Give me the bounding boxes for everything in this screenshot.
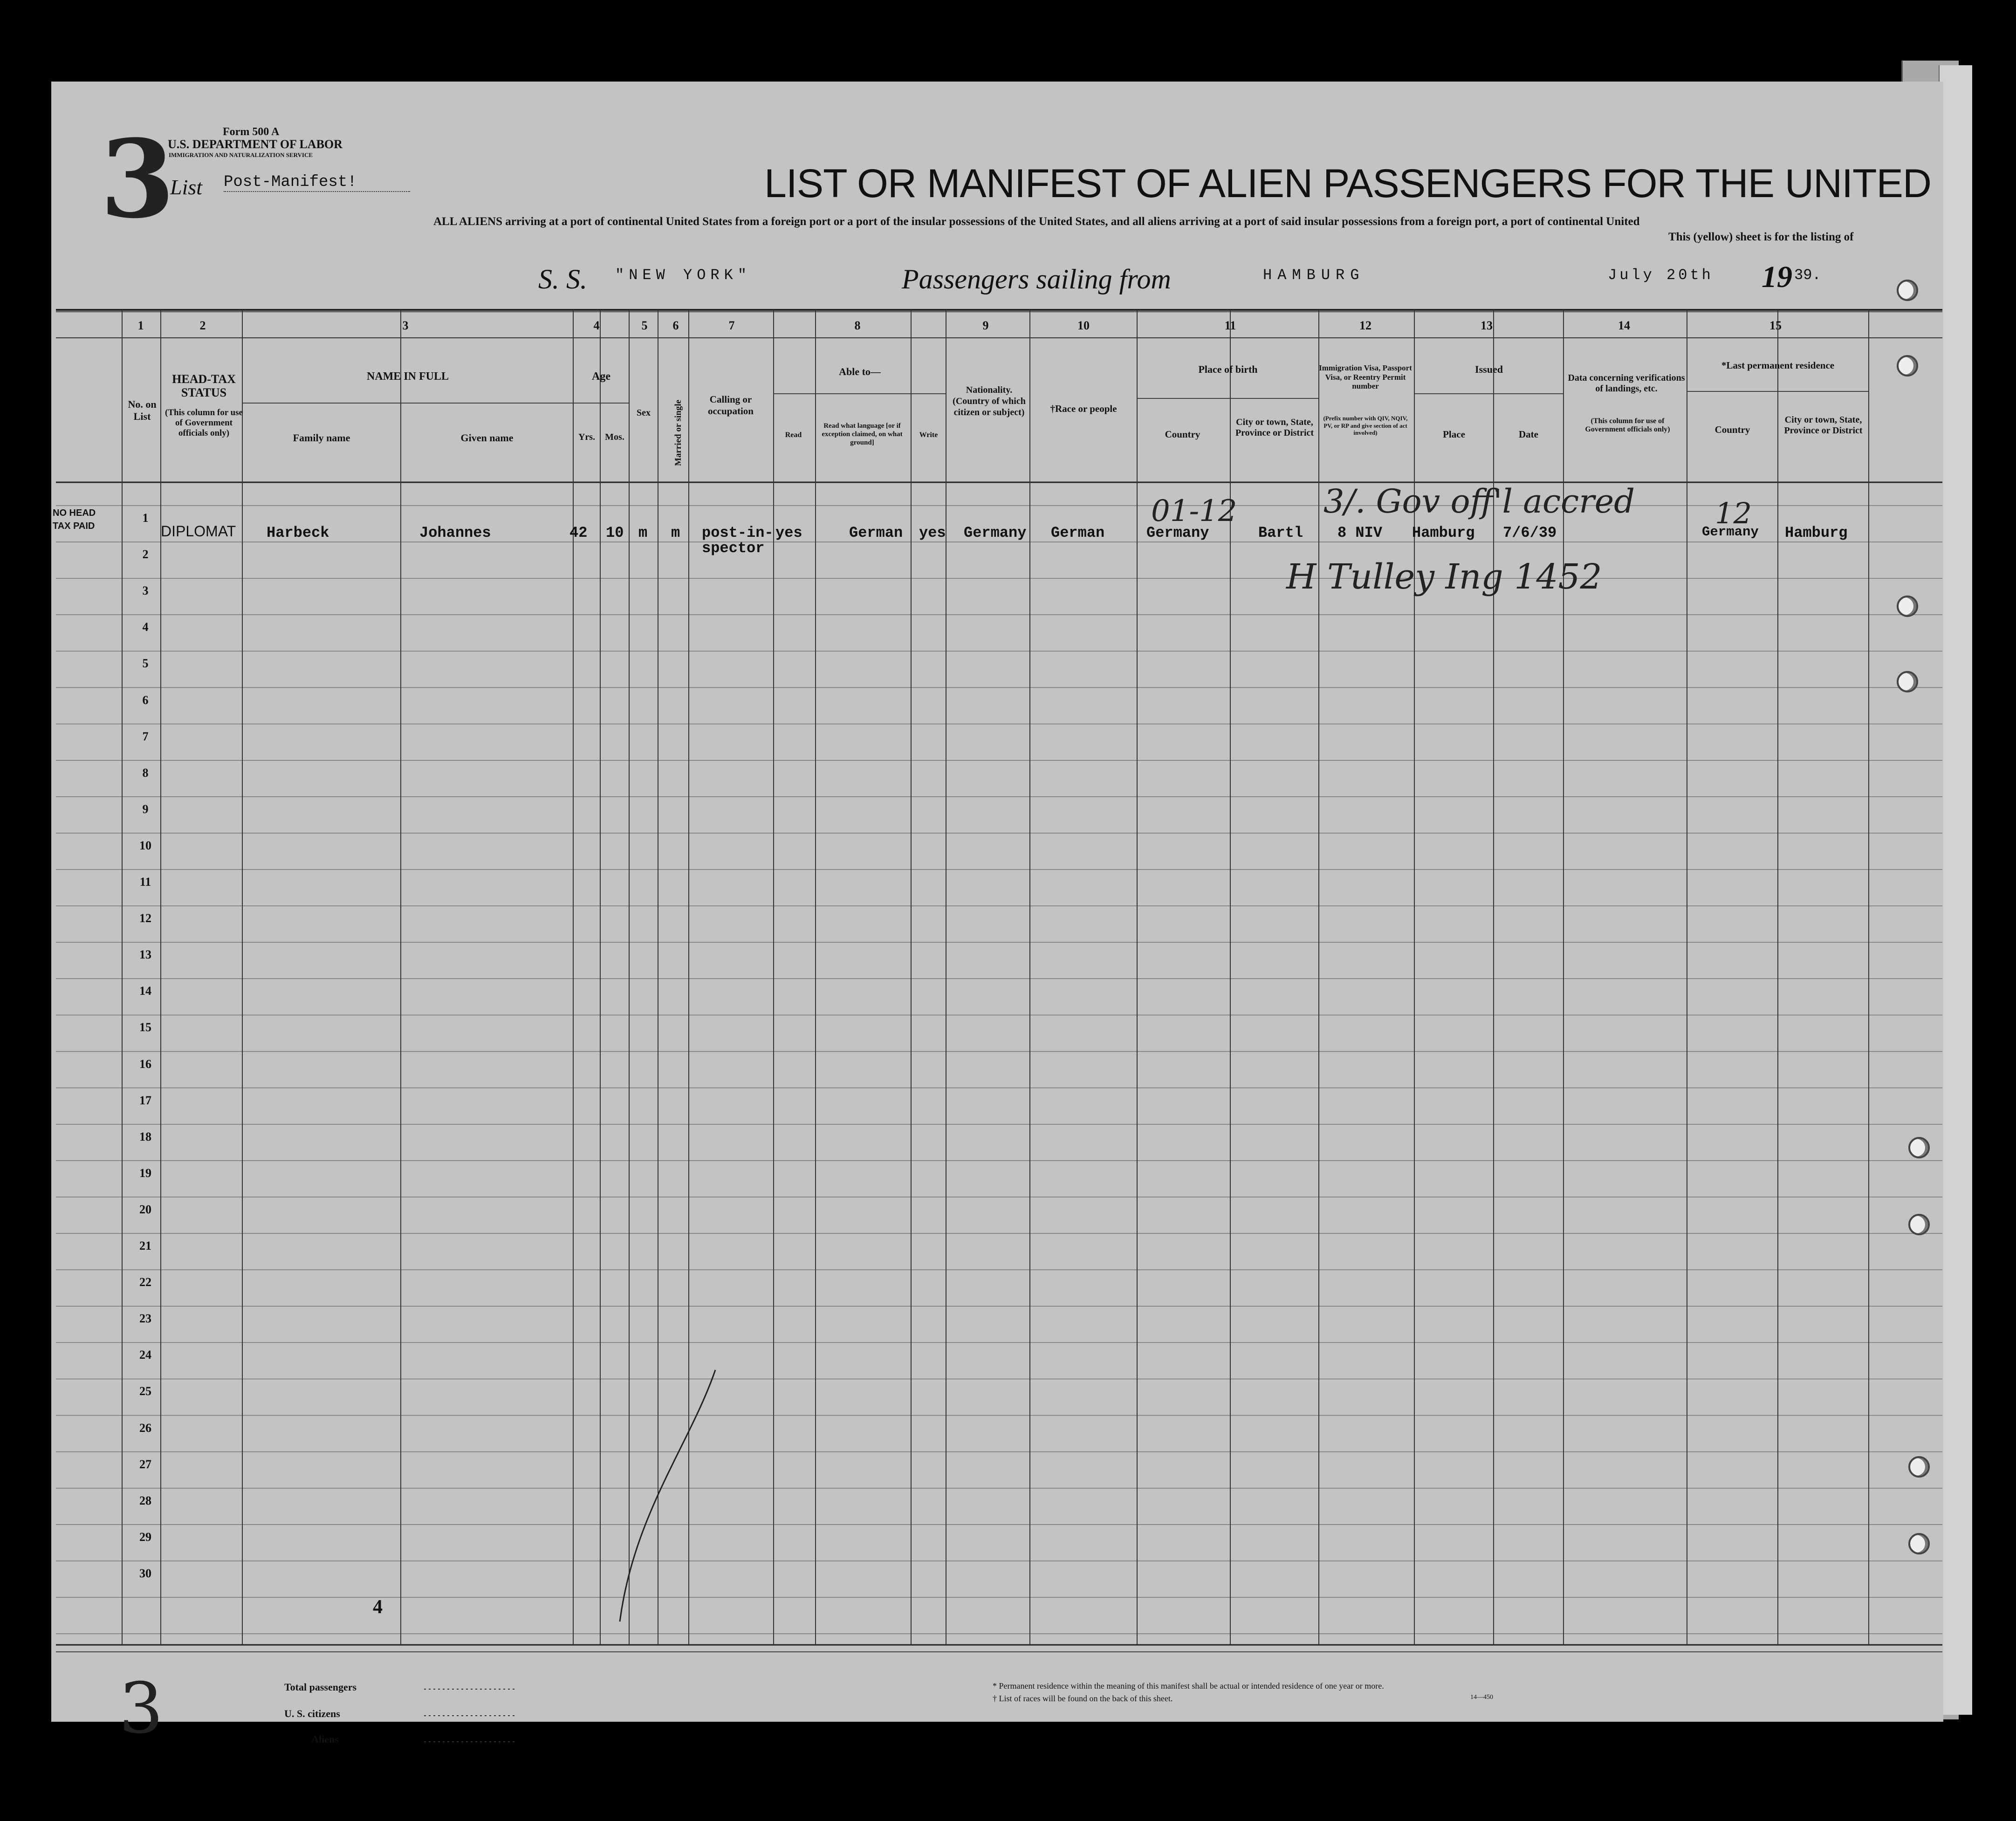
entry-read: yes <box>775 524 802 541</box>
colnum-13: 13 <box>1481 319 1493 332</box>
subtitle-2: This (yellow) sheet is for the listing of <box>1668 231 1854 243</box>
row-number: 22 <box>139 1275 151 1289</box>
entry-issued-place: Hamburg <box>1412 524 1475 541</box>
header-sex: Sex <box>637 408 651 418</box>
port-name: HAMBURG <box>1263 267 1365 284</box>
year-suffix: 39. <box>1794 267 1821 284</box>
row-number: 2 <box>142 548 149 561</box>
row-number: 28 <box>139 1493 151 1507</box>
binder-hole <box>1908 1214 1930 1235</box>
header-res-country: Country <box>1714 424 1750 435</box>
row-number: 4 <box>142 620 149 634</box>
entry-family-name: Harbeck <box>267 524 329 541</box>
pen-stroke <box>620 1370 715 1622</box>
colnum-11: 11 <box>1224 319 1236 332</box>
row-number: 19 <box>139 1166 151 1180</box>
list-value: Post-Manifest! <box>224 173 410 192</box>
row-number: 26 <box>139 1421 151 1435</box>
header-married: Married or single <box>673 399 683 466</box>
row-number: 15 <box>139 1020 151 1034</box>
header-res-city: City or town, State, Province or District <box>1784 415 1863 436</box>
header-race: †Race or people <box>1050 403 1117 414</box>
row-number: 21 <box>139 1239 151 1253</box>
header-last-residence: *Last permanent residence <box>1721 360 1835 371</box>
handwritten-count: 4 <box>373 1596 383 1618</box>
header-nationality: Nationality. (Country of which citizen or subject) <box>953 385 1026 418</box>
header-write: Write <box>919 431 938 439</box>
department: U.S. DEPARTMENT OF LABOR <box>168 137 343 151</box>
row-number: 23 <box>139 1312 151 1326</box>
header-calling: Calling or occupation <box>707 394 754 417</box>
entry-birth-city: Bartl <box>1258 524 1303 541</box>
entry-calling-1: post-in- <box>702 524 774 541</box>
colnum-14: 14 <box>1618 319 1630 332</box>
entry-visa: 8 NIV <box>1337 524 1383 541</box>
header-birth-city: City or town, State, Province or District <box>1235 417 1314 438</box>
year-prefix: 19 <box>1762 260 1792 294</box>
entry-yrs: 42 <box>569 524 588 541</box>
header-no-on-list: No. on List <box>128 398 157 423</box>
footer-note-2: † List of races will be found on the back of this sheet. <box>993 1694 1173 1703</box>
colnum-12: 12 <box>1359 319 1371 332</box>
row-number: 24 <box>139 1348 151 1362</box>
row-number: 1 <box>142 511 149 525</box>
colnum-10: 10 <box>1077 319 1090 332</box>
sailing-label: Passengers sailing from <box>902 264 1171 294</box>
ss-label: S. S. <box>538 264 587 294</box>
list-number: 3 <box>100 116 175 242</box>
header-name-in-full: NAME IN FULL <box>366 370 449 383</box>
row-number: 11 <box>139 875 151 889</box>
handwritten-residence-code: 12 <box>1715 496 1752 530</box>
row-number: 12 <box>139 911 151 925</box>
header-yrs: Yrs. <box>578 432 596 442</box>
header-birth-country: Country <box>1165 429 1200 440</box>
colnum-2: 2 <box>199 319 206 332</box>
header-data-concerning: Data concerning verifications of landings, etc. <box>1568 373 1685 394</box>
form-number: Form 500 A <box>223 126 280 138</box>
row-number: 29 <box>139 1530 151 1544</box>
entry-sex: m <box>638 524 648 541</box>
entry-issued-date: 7/6/39 <box>1503 524 1557 541</box>
entry-nationality: Germany <box>964 524 1027 541</box>
header-read-language: Read what language [or if exception claimed, on what ground] <box>822 422 903 446</box>
binder-hole <box>1908 1456 1930 1478</box>
row-number: 3 <box>142 584 149 598</box>
footer-form-code: 14—450 <box>1470 1694 1493 1701</box>
colnum-7: 7 <box>728 319 735 332</box>
row-number: 30 <box>139 1566 151 1580</box>
entry-mos: 10 <box>606 524 624 541</box>
entry-res-country: Germany <box>1702 524 1759 540</box>
manifest-title: LIST OR MANIFEST OF ALIEN PASSENGERS FOR THE UNITED <box>764 161 1932 206</box>
entry-res-city: Hamburg <box>1785 524 1848 541</box>
header-issued-date: Date <box>1519 429 1538 440</box>
entry-calling-2: spector <box>702 540 765 557</box>
margin-note-2: TAX PAID <box>53 521 95 531</box>
ship-name: "NEW YORK" <box>615 267 752 284</box>
list-label: List <box>170 175 203 199</box>
colnum-15: 15 <box>1769 319 1782 332</box>
service: IMMIGRATION AND NATURALIZATION SERVICE <box>169 151 313 158</box>
colnum-5: 5 <box>641 319 648 332</box>
row-number: 9 <box>142 802 149 816</box>
row-number: 6 <box>142 693 149 707</box>
colnum-9: 9 <box>982 319 989 332</box>
binder-hole <box>1897 355 1918 377</box>
header-head-tax-note: (This column for use of Government officials only) <box>165 408 243 438</box>
header-family-name: Family name <box>293 432 350 444</box>
row-number: 13 <box>139 948 151 962</box>
header-given-name: Given name <box>460 432 514 444</box>
binder-hole <box>1908 1137 1930 1158</box>
binder-hole <box>1897 596 1918 617</box>
colnum-1: 1 <box>137 319 144 332</box>
colnum-3: 3 <box>402 319 409 332</box>
binder-hole <box>1908 1533 1930 1554</box>
header-issued: Issued <box>1475 363 1503 375</box>
entry-race: German <box>1051 524 1105 541</box>
colnum-4: 4 <box>593 319 600 332</box>
entry-write: yes <box>919 524 946 541</box>
header-age: Age <box>592 370 610 383</box>
footer-us-citizens: U. S. citizens <box>284 1708 340 1719</box>
handwritten-inspector-note: H Tulley Ing 1452 <box>1286 557 1602 597</box>
margin-note-1: NO HEAD <box>53 508 96 518</box>
header-issued-place: Place <box>1443 429 1465 440</box>
sailing-date: July 20th <box>1608 267 1714 284</box>
header-able-to: Able to— <box>839 366 881 377</box>
entry-birth-country: Germany <box>1146 524 1209 541</box>
row-number: 5 <box>142 657 149 671</box>
colnum-6: 6 <box>672 319 679 332</box>
row-number: 10 <box>139 838 151 852</box>
entry-given-name: Johannes <box>419 524 491 541</box>
entry-head-tax: DIPLOMAT <box>161 523 236 540</box>
row-number: 14 <box>139 984 151 998</box>
binder-hole <box>1897 280 1918 301</box>
row-number: 8 <box>142 766 149 780</box>
footer-note-1: * Permanent residence within the meaning of this manifest shall be actual or intended residence of one year or more. <box>993 1681 1384 1691</box>
header-head-tax: HEAD-TAX STATUS <box>172 372 236 399</box>
row-number: 17 <box>139 1093 151 1107</box>
entry-married: m <box>671 524 680 541</box>
row-number: 18 <box>139 1130 151 1143</box>
handwritten-visa-note: 3/. Gov off'l accred <box>1323 482 1635 520</box>
colnum-8: 8 <box>854 319 861 332</box>
row-number: 25 <box>139 1384 151 1398</box>
header-visa-note: (Prefix number with QIV, NQIV, PV, or RP and give section of act involved) <box>1323 415 1408 437</box>
header-mos: Mos. <box>605 432 624 442</box>
row-number: 16 <box>139 1057 151 1071</box>
header-place-of-birth: Place of birth <box>1198 363 1258 375</box>
handwritten-page-number: 3 <box>119 1668 164 1749</box>
header-data-note: (This column for use of Government officials only) <box>1585 417 1670 434</box>
footer-total-passengers: Total passengers <box>284 1681 357 1693</box>
handwritten-birth-code: 01-12 <box>1151 494 1237 528</box>
row-number: 7 <box>142 729 149 743</box>
row-number: 27 <box>139 1457 151 1471</box>
header-visa: Immigration Visa, Passport Visa, or Reentry Permit number <box>1319 363 1412 391</box>
row-number: 20 <box>139 1202 151 1216</box>
binder-hole <box>1897 671 1918 692</box>
entry-language: German <box>849 524 903 541</box>
footer-aliens: Aliens <box>311 1733 339 1745</box>
header-read: Read <box>785 431 802 439</box>
subtitle-1: ALL ALIENS arriving at a port of continental United States from a foreign port or a port of the insular possessions of the United States, and all aliens arriving at a port of said insular possessions from a foreign port, a port of continental United <box>433 215 1640 228</box>
